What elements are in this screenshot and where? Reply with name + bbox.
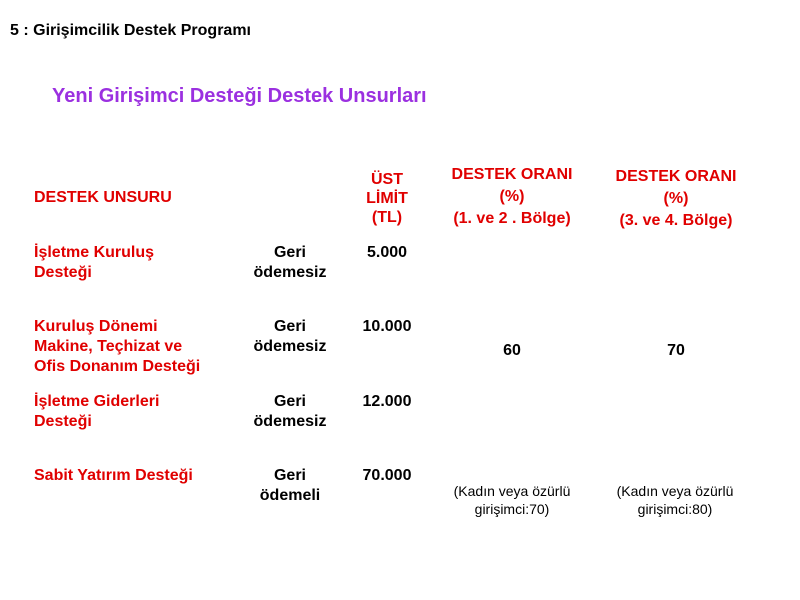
note-line: (Kadın veya özürlü: [453, 483, 571, 499]
row-type-line: ödemesiz: [253, 413, 327, 430]
row-type-kurulus-donemi: [240, 317, 340, 357]
row-limit-isletme-giderleri: 12.000: [362, 393, 412, 410]
row-type-line: Geri: [273, 467, 306, 484]
row-type-line: ödemesiz: [253, 264, 327, 281]
header-oran-34-line: (3. ve 4. Bölge): [619, 212, 733, 229]
row-limit-isletme-kurulus: 5.000: [366, 244, 408, 261]
slide-title: Yeni Girişimci Desteği Destek Unsurları: [52, 85, 427, 107]
row-name-line: İşletme Kuruluş: [34, 244, 155, 261]
row-type-line: Geri: [273, 244, 306, 261]
row-type-isletme-giderleri: [240, 392, 340, 432]
note-line: girişimci:80): [637, 501, 713, 517]
row-name-line: Sabit Yatırım Desteği: [34, 467, 193, 484]
row-name-sabit-yatirim: [34, 466, 244, 486]
header-oran-34-line: (%): [663, 190, 689, 207]
note-line: girişimci:70): [474, 501, 550, 517]
header-oran-12-line: (%): [499, 188, 525, 205]
note-bolge-1-2: [427, 482, 597, 518]
header-destek-orani-bolge-1-2: [432, 164, 592, 230]
page-heading: 5 : Girişimcilik Destek Programı: [10, 22, 251, 39]
header-oran-12-line: DESTEK ORANI: [451, 166, 573, 183]
row-type-line: ödemeli: [259, 487, 321, 504]
note-bolge-3-4: [590, 482, 760, 518]
header-ust-limit-line: (TL): [371, 209, 403, 226]
header-ust-limit-line: LİMİT: [366, 190, 408, 207]
row-name-line: Makine, Teçhizat ve: [34, 338, 183, 355]
header-oran-34-line: DESTEK ORANI: [615, 168, 737, 185]
row-name-isletme-kurulus: [34, 243, 244, 283]
row-name-kurulus-donemi: [34, 317, 244, 377]
row-limit-kurulus-donemi: 10.000: [362, 318, 412, 335]
row-type-sabit-yatirim: [240, 466, 340, 506]
row-name-line: Ofis Donanım Desteği: [34, 358, 201, 375]
header-destek-unsuru: DESTEK UNSURU: [34, 189, 172, 206]
row-limit-sabit-yatirim: 70.000: [362, 467, 412, 484]
rate-bolge-3-4: 70: [667, 342, 685, 359]
header-destek-orani-bolge-3-4: [596, 166, 756, 232]
row-type-line: Geri: [273, 393, 306, 410]
row-type-line: Geri: [273, 318, 306, 335]
note-line: (Kadın veya özürlü: [616, 483, 734, 499]
row-type-line: ödemesiz: [253, 338, 327, 355]
header-ust-limit-line: ÜST: [371, 171, 403, 188]
row-name-line: Kuruluş Dönemi: [34, 318, 158, 335]
row-name-isletme-giderleri: [34, 392, 244, 432]
header-oran-12-line: (1. ve 2 . Bölge): [453, 210, 571, 227]
row-type-isletme-kurulus: [240, 243, 340, 283]
row-name-line: Desteği: [34, 264, 92, 281]
header-ust-limit: [352, 170, 422, 227]
row-name-line: Desteği: [34, 413, 92, 430]
row-name-line: İşletme Giderleri: [34, 393, 160, 410]
rate-bolge-1-2: 60: [503, 342, 521, 359]
